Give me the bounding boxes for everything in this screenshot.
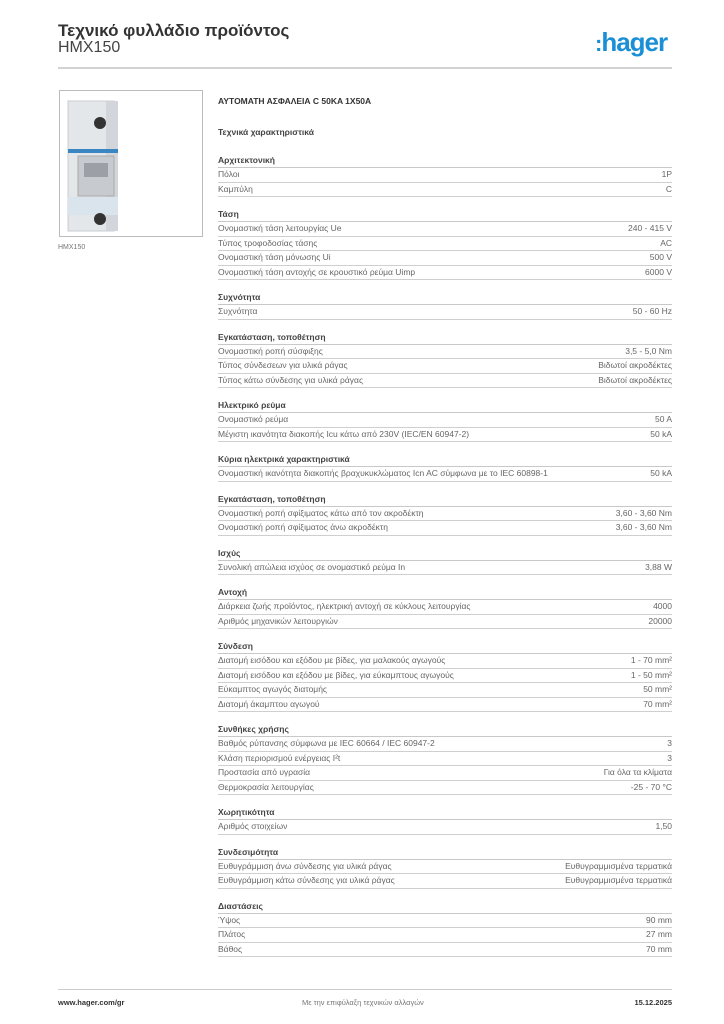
- spec-value: 1 - 50 mm²: [630, 669, 672, 680]
- spec-label: Βάθος: [218, 943, 243, 954]
- spec-row: [218, 222, 672, 237]
- spec-label: Ονομαστική ροπή σφίξιματος άνω ακροδέκτη: [218, 522, 388, 532]
- spec-row: [218, 251, 672, 266]
- spec-value: 1 - 70 mm²: [630, 655, 672, 665]
- spec-section: [218, 207, 672, 280]
- spec-section: [218, 845, 672, 889]
- spec-value: Ευθυγραμμισμένα τερματικά: [565, 860, 672, 871]
- spec-section: [218, 546, 672, 576]
- spec-label: Θερμοκρασία λειτουργίας: [218, 781, 314, 792]
- spec-value: 1P: [661, 169, 672, 179]
- spec-row: [218, 781, 672, 796]
- spec-value: Βιδωτοί ακροδέκτες: [598, 374, 672, 385]
- spec-row: [218, 737, 672, 752]
- product-image: [59, 90, 203, 237]
- section-title: Συχνότητα: [218, 290, 672, 305]
- spec-row: [218, 654, 672, 669]
- spec-row: [218, 766, 672, 781]
- spec-row: [218, 600, 672, 615]
- spec-row: [218, 183, 672, 198]
- spec-label: Εύκαμπτος αγωγός διατομής: [218, 684, 328, 694]
- spec-row: [218, 914, 672, 929]
- section-title: Εγκατάσταση, τοποθέτηση: [218, 330, 672, 345]
- spec-row: [218, 874, 672, 889]
- spec-value: Για όλα τα κλίματα: [603, 767, 672, 777]
- section-title: Χωρητικότητα: [218, 805, 672, 820]
- spec-value: Βιδωτοί ακροδέκτες: [598, 360, 672, 370]
- spec-label: Διατομή εισόδου και εξόδου με βίδες, για μαλακούς αγωγούς: [218, 655, 446, 665]
- hager-logo: :hager: [595, 27, 668, 57]
- spec-label: Μέγιστη ικανότητα διακοπής Icu κάτω από 230V (IEC/EN 60947-2): [218, 428, 470, 439]
- spec-label: Αριθμός μηχανικών λειτουργιών: [218, 615, 338, 626]
- spec-value: 20000: [648, 615, 672, 626]
- spec-section: [218, 290, 672, 320]
- spec-section: [218, 805, 672, 835]
- spec-label: Ύψος: [218, 914, 241, 925]
- spec-value: 50 mm²: [643, 684, 672, 694]
- spec-value: 50 A: [654, 414, 672, 424]
- spec-value: 70 mm: [646, 943, 672, 954]
- section-title: Συνθήκες χρήσης: [218, 722, 672, 737]
- spec-row: [218, 752, 672, 767]
- spec-row: [218, 359, 672, 374]
- spec-label: Διατομή εισόδου και εξόδου με βίδες, για εύκαμπτους αγωγούς: [218, 669, 454, 680]
- spec-label: Προστασία από υγρασία: [218, 767, 311, 777]
- spec-value: 50 kA: [650, 468, 672, 478]
- spec-value: 3: [667, 752, 672, 763]
- image-caption: HMX150: [58, 244, 86, 251]
- footer-date: 15.12.2025: [634, 998, 672, 1007]
- spec-row: [218, 561, 672, 576]
- spec-label: Συνολική απώλεια ισχύος σε ονομαστικό ρεύμα In: [218, 561, 406, 572]
- spec-value: 3,88 W: [645, 561, 672, 572]
- spec-label: Ονομαστική ικανότητα διακοπής βραχυκυκλώματος Icn AC σύμφωνα με το IEC 60898-1: [218, 468, 548, 478]
- spec-row: [218, 467, 672, 482]
- spec-label: Βαθμός ρύπανσης σύμφωνα με IEC 60664 / IEC 60947-2: [218, 738, 435, 748]
- spec-label: Τύπος κάτω σύνδεσης για υλικά ράγας: [218, 374, 364, 385]
- spec-section: [218, 722, 672, 795]
- spec-content: [218, 96, 672, 957]
- spec-label: Τύπος σύνδεσεων για υλικά ράγας: [218, 360, 348, 370]
- spec-label: Ονομαστική τάση αντοχής σε κρουστικό ρεύμα Uimp: [218, 266, 416, 277]
- spec-value: 6000 V: [645, 266, 672, 277]
- footer-divider: [58, 989, 672, 990]
- spec-label: Κλάση περιορισμού ενέργειας I²t: [218, 752, 341, 763]
- spec-value: C: [665, 183, 672, 194]
- spec-label: Ονομαστικό ρεύμα: [218, 414, 289, 424]
- spec-value: 3: [667, 738, 672, 748]
- section-title: Σύνδεση: [218, 639, 672, 654]
- spec-label: Ονομαστική ροπή σφίξιματος κάτω από τον ακροδέκτη: [218, 507, 424, 518]
- spec-label: Πλάτος: [218, 929, 246, 939]
- section-title: Κύρια ηλεκτρικά χαρακτηριστικά: [218, 452, 672, 467]
- spec-label: Διατομή άκαμπτου αγωγού: [218, 698, 320, 709]
- spec-label: Συχνότητα: [218, 306, 258, 316]
- tech-heading: Τεχνικά χαρακτηριστικά: [218, 127, 314, 137]
- spec-value: Ευθυγραμμισμένα τερματικά: [565, 875, 672, 885]
- product-model: HMX150: [58, 39, 121, 56]
- spec-value: AC: [660, 237, 672, 248]
- spec-section: [218, 899, 672, 958]
- spec-row: [218, 928, 672, 943]
- spec-label: Αριθμός στοιχείων: [218, 821, 288, 831]
- spec-row: [218, 698, 672, 713]
- spec-value: 90 mm: [646, 914, 672, 925]
- page-title: Τεχνικό φυλλάδιο προϊόντος: [58, 21, 290, 40]
- spec-label: Ευθυγράμμιση άνω σύνδεσης για υλικά ράγας: [218, 860, 392, 871]
- spec-section: [218, 398, 672, 442]
- spec-section: [218, 452, 672, 482]
- spec-section: [218, 639, 672, 712]
- spec-row: [218, 266, 672, 281]
- section-title: Τάση: [218, 207, 672, 222]
- spec-row: [218, 683, 672, 698]
- spec-label: Ονομαστική τάση λειτουργίας Ue: [218, 223, 342, 233]
- logo-text: hager: [601, 27, 668, 57]
- spec-row: [218, 820, 672, 835]
- spec-label: Τύπος τροφοδοσίας τάσης: [218, 237, 318, 248]
- spec-label: Πόλοι: [218, 169, 240, 179]
- spec-value: 500 V: [649, 252, 672, 262]
- spec-value: 3,60 - 3,60 Nm: [615, 507, 672, 518]
- spec-row: [218, 237, 672, 252]
- section-title: Συνδεσιμότητα: [218, 845, 672, 860]
- spec-section: [218, 153, 672, 197]
- spec-row: [218, 305, 672, 320]
- section-title: Αντοχή: [218, 585, 672, 600]
- spec-section: [218, 585, 672, 629]
- section-title: Αρχιτεκτονική: [218, 153, 672, 168]
- spec-label: Ευθυγράμμιση κάτω σύνδεσης για υλικά ράγας: [218, 875, 395, 885]
- section-title: Ισχύς: [218, 546, 672, 561]
- spec-row: [218, 168, 672, 183]
- section-title: Ηλεκτρικό ρεύμα: [218, 398, 672, 413]
- spec-value: 50 - 60 Hz: [632, 306, 672, 316]
- spec-value: 3,60 - 3,60 Nm: [615, 522, 672, 532]
- spec-section: [218, 492, 672, 536]
- spec-row: [218, 521, 672, 536]
- spec-section: [218, 330, 672, 389]
- spec-value: 240 - 415 V: [628, 223, 672, 233]
- spec-value: 70 mm²: [643, 698, 672, 709]
- footer-note: Με την επιφύλαξη τεχνικών αλλαγών: [302, 998, 424, 1007]
- spec-value: 50 kA: [650, 428, 672, 439]
- spec-row: [218, 413, 672, 428]
- spec-value: -25 - 70 °C: [630, 781, 672, 792]
- spec-row: [218, 374, 672, 389]
- spec-row: [218, 615, 672, 630]
- spec-row: [218, 669, 672, 684]
- spec-label: Καμπύλη: [218, 183, 253, 194]
- spec-row: [218, 860, 672, 875]
- section-title: Διαστάσεις: [218, 899, 672, 914]
- spec-value: 4000: [653, 601, 672, 611]
- spec-label: Ονομαστική ροπή σύσφιξης: [218, 345, 323, 356]
- spec-value: 27 mm: [646, 929, 672, 939]
- section-title: Εγκατάσταση, τοποθέτηση: [218, 492, 672, 507]
- spec-value: 3,5 - 5,0 Nm: [625, 345, 672, 356]
- spec-row: [218, 507, 672, 522]
- spec-row: [218, 428, 672, 443]
- spec-value: 1,50: [655, 821, 672, 831]
- header-divider: [58, 67, 672, 69]
- product-name: ΑΥΤΟΜΑΤΗ ΑΣΦΑΛΕΙΑ C 50KA 1X50A: [218, 96, 372, 106]
- footer-url[interactable]: www.hager.com/gr: [58, 998, 125, 1007]
- spec-row: [218, 345, 672, 360]
- spec-label: Ονομαστική τάση μόνωσης Ui: [218, 252, 331, 262]
- spec-label: Διάρκεια ζωής προϊόντος, ηλεκτρική αντοχή σε κύκλους λειτουργίας: [218, 601, 471, 611]
- spec-row: [218, 943, 672, 958]
